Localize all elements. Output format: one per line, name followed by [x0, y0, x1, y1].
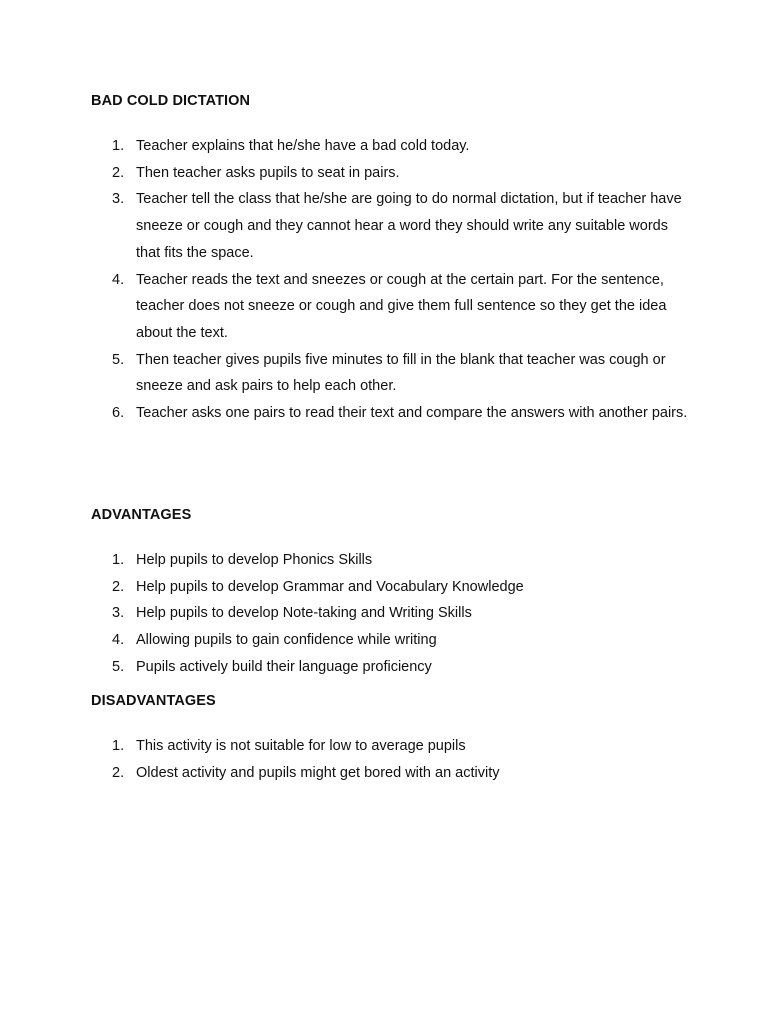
disadvantages-list — [91, 733, 691, 786]
list-item — [91, 133, 691, 160]
disadvantages-section — [91, 692, 691, 786]
item-text: Teacher reads the text and sneezes or cough at the certain part. For the sentence, teacher does not sneeze or cough and give them full sentence so they get the idea about the text. — [136, 271, 667, 341]
item-number: 4. — [112, 271, 125, 288]
bad-cold-dictation-section — [91, 92, 691, 427]
list-item — [91, 733, 691, 760]
item-number: 4. — [112, 632, 125, 649]
list-item — [91, 186, 691, 266]
item-text: Oldest activity and pupils might get bored with an activity — [136, 764, 500, 781]
list-item — [91, 627, 691, 654]
list-item — [91, 547, 691, 574]
item-number: 5. — [112, 351, 125, 368]
item-number: 3. — [112, 191, 125, 208]
item-number: 5. — [112, 658, 125, 675]
list-item — [91, 160, 691, 187]
item-text: Help pupils to develop Grammar and Vocabulary Knowledge — [136, 578, 524, 595]
item-text: Allowing pupils to gain confidence while writing — [136, 632, 437, 649]
list-item — [91, 347, 691, 400]
item-number: 6. — [112, 405, 125, 422]
list-item — [91, 574, 691, 601]
item-text: Help pupils to develop Phonics Skills — [136, 552, 373, 568]
item-number: 2. — [112, 764, 125, 781]
item-text: Then teacher asks pupils to seat in pairs. — [136, 164, 400, 181]
item-number: 1. — [112, 552, 125, 568]
list-item — [91, 760, 691, 787]
item-text: Teacher explains that he/she have a bad cold today. — [136, 138, 470, 154]
list-item — [91, 267, 691, 347]
item-number: 2. — [112, 164, 125, 181]
section-heading: BAD COLD DICTATION — [91, 93, 251, 109]
item-text: Help pupils to develop Note-taking and Writing Skills — [136, 605, 472, 622]
item-text: Pupils actively build their language proficiency — [136, 658, 432, 675]
item-number: 1. — [112, 738, 125, 754]
advantages-list — [91, 547, 691, 681]
item-text: Teacher tell the class that he/she are going to do normal dictation, but if teacher have sneeze or cough and they cannot hear a word they should write any suitable words that fits the space. — [136, 191, 682, 261]
item-text: This activity is not suitable for low to average pupils — [136, 738, 466, 754]
item-number: 3. — [112, 605, 125, 622]
list-item — [91, 654, 691, 681]
section-heading: ADVANTAGES — [91, 507, 192, 523]
item-number: 2. — [112, 578, 125, 595]
item-number: 1. — [112, 138, 125, 154]
item-text: Then teacher gives pupils five minutes to fill in the blank that teacher was cough or sneeze and ask pairs to help each other. — [136, 351, 666, 395]
section-heading: DISADVANTAGES — [91, 693, 216, 709]
list-item — [91, 600, 691, 627]
steps-list — [91, 133, 691, 427]
advantages-section — [91, 506, 691, 681]
item-text: Teacher asks one pairs to read their text and compare the answers with another pairs. — [136, 405, 688, 422]
list-item — [91, 400, 691, 427]
